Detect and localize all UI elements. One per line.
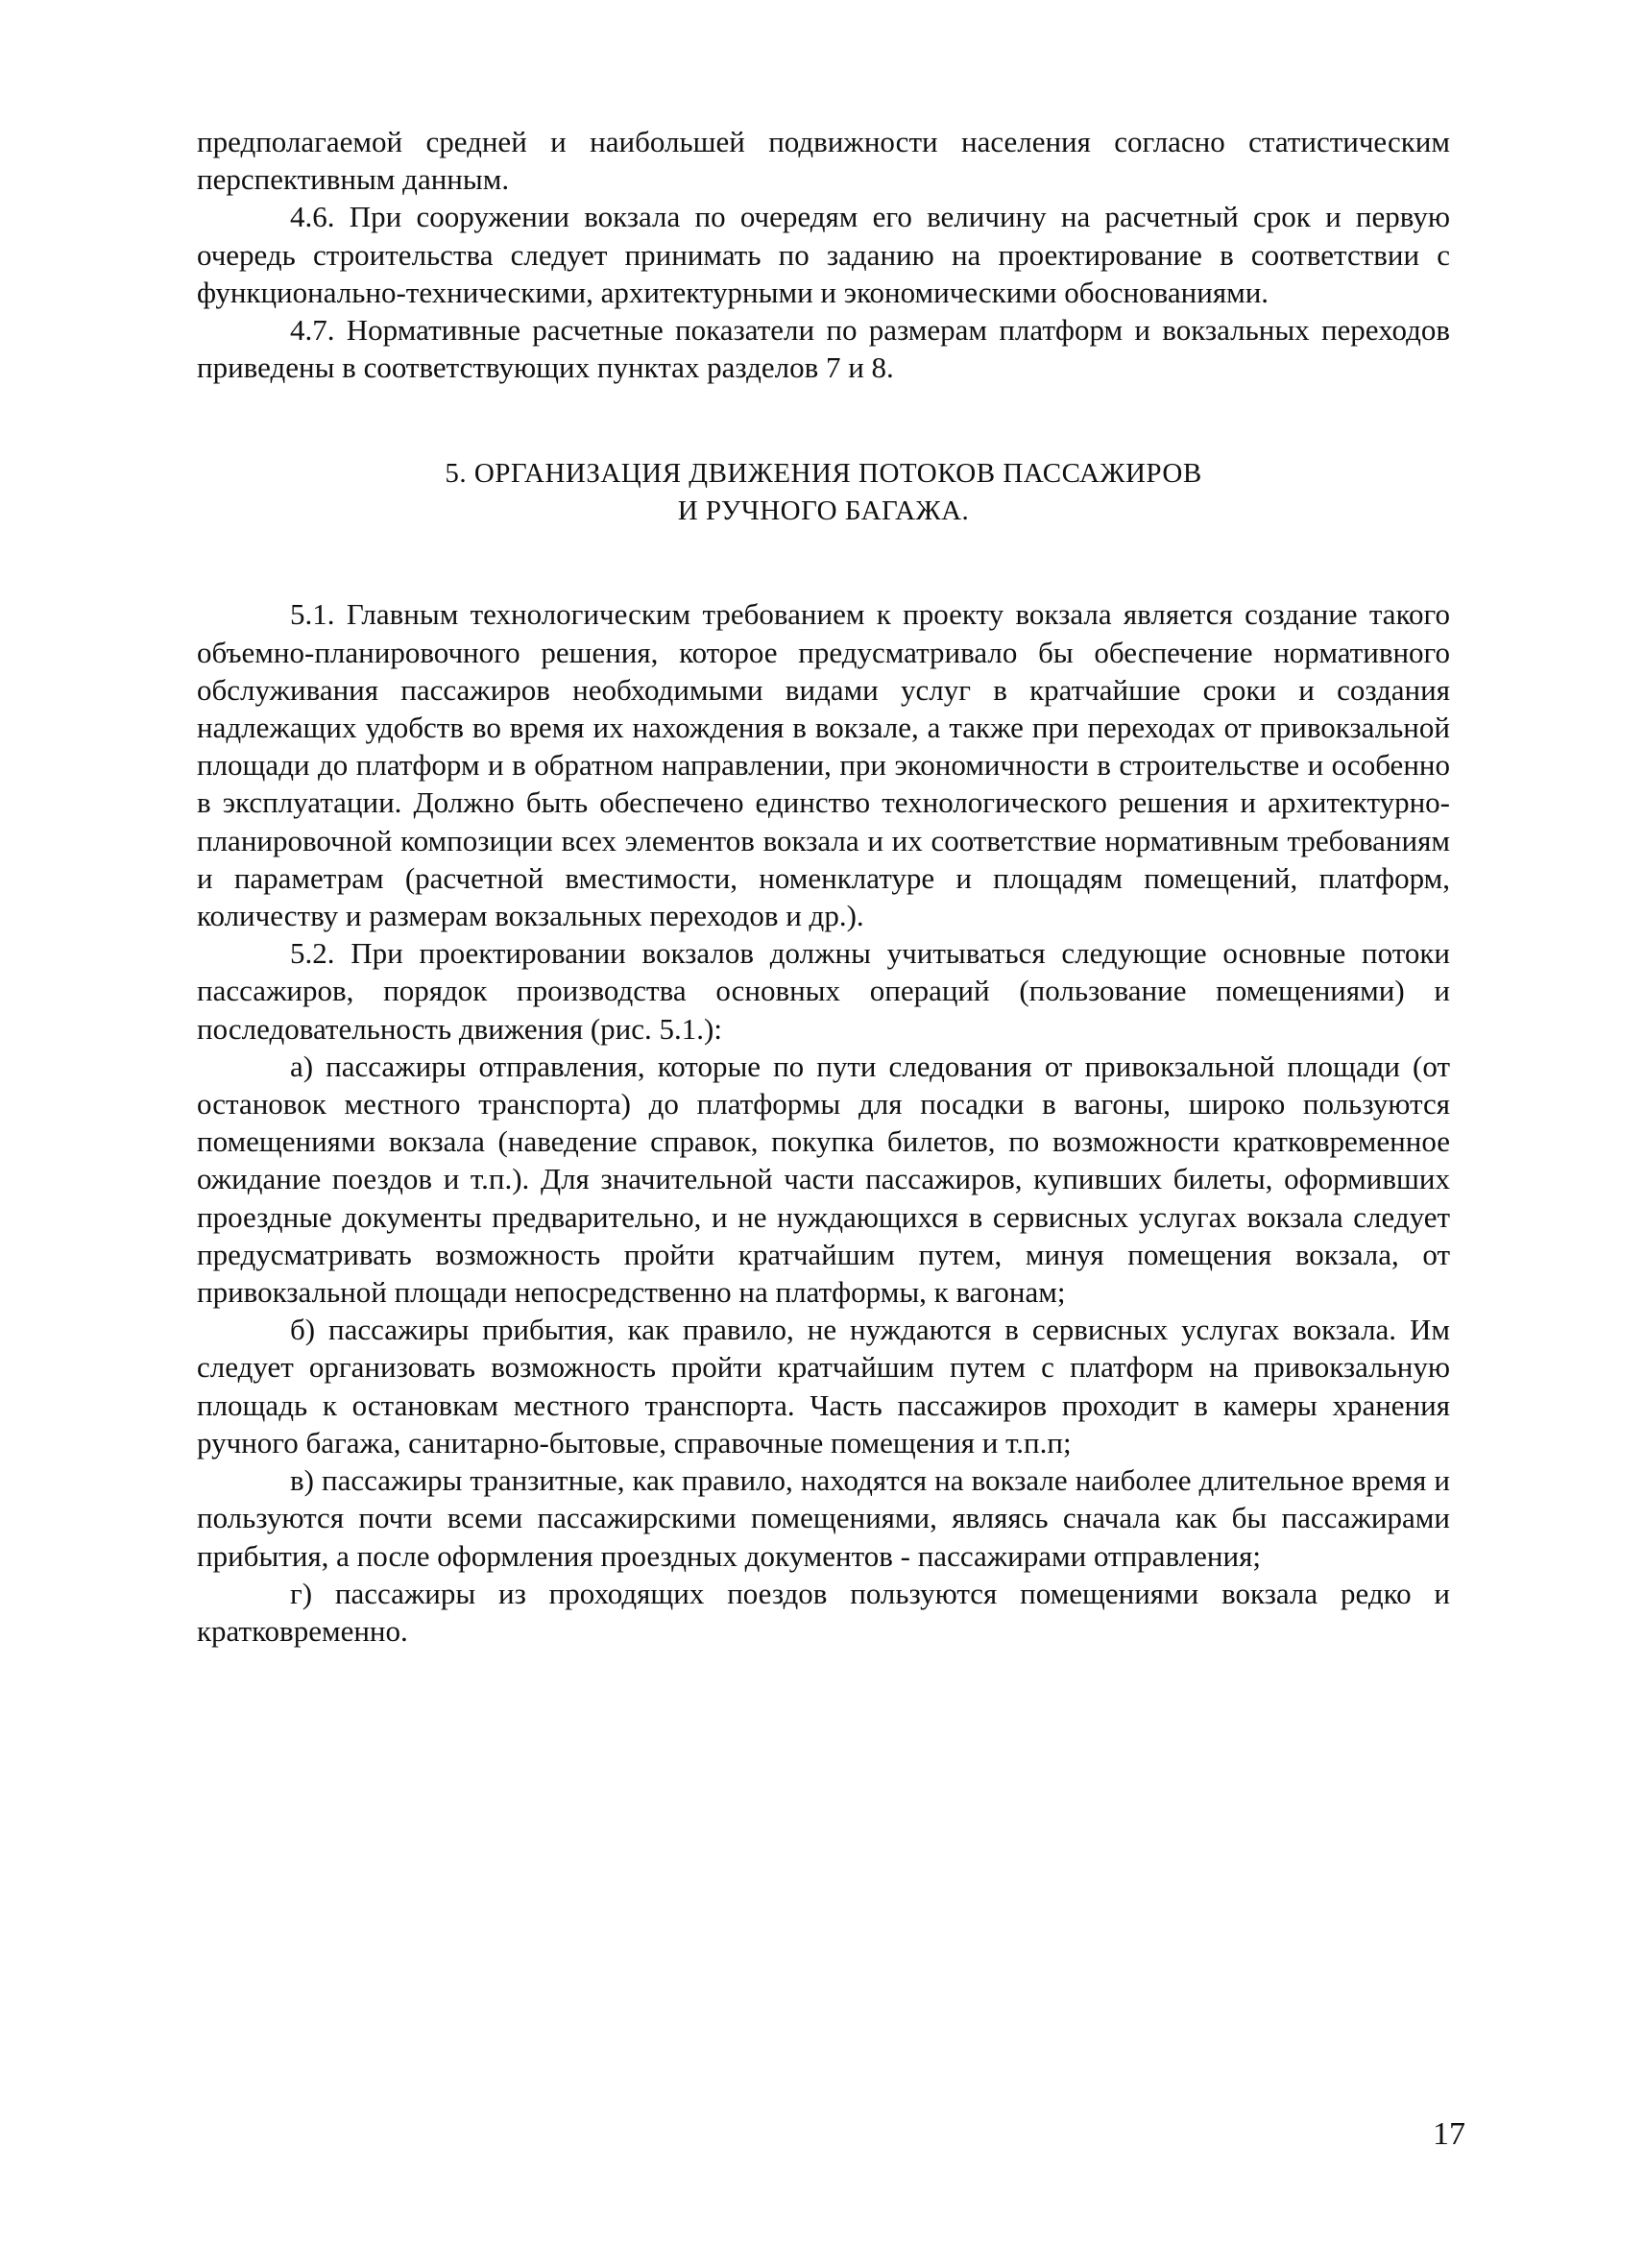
page-number: 17 (1433, 2116, 1465, 2152)
paragraph-5-2: 5.2. При проектировании вокзалов должны учитываться следующие основные потоки пассажиров, порядок производства основных операций (пользование помещениями) и последовательность движения (рис. 5.1.): (197, 936, 1450, 1046)
page-content (197, 123, 1450, 1650)
list-item-b: б) пассажиры прибытия, как правило, не нуждаются в сервисных услугах вокзала. Им следует организовать возможность пройти кратчайшим путем с платформ на привокзальную площадь к остановкам местного транспорта. Часть пассажиров проходит в камеры хранения ручного багажа, санитарно-бытовые, справочные помещения и т.п.п; (197, 1313, 1450, 1460)
list-item-a: а) пассажиры отправления, которые по пути следования от привокзальной площади (от остановок местного транспорта) до платформы для посадки в вагоны, широко пользуются помещениями вокзала (наведение справок, покупка билетов, по возможности кратковременное ожидание поездов и т.п.). Для значительной части пассажиров, купивших билеты, оформивших проездные документы предварительно, и не нуждающихся в сервисных услугах вокзала следует предусматривать возможность пройти кратчайшим путем, минуя помещения вокзала, от привокзальной площади непосредственно на платформы, к вагонам; (197, 1049, 1450, 1310)
section-5-heading (197, 455, 1450, 530)
list-item-v: в) пассажиры транзитные, как правило, находятся на вокзале наиболее длительное время и пользуются почти всеми пассажирскими помещениями, являясь сначала как бы пассажирами прибытия, а после оформления проездных документов - пассажирами отправления; (197, 1463, 1450, 1573)
paragraph-5-1: 5.1. Главным технологическим требованием к проекту вокзала является создание такого объемно-планировочного решения, которое предусматривало бы обеспечение нормативного обслуживания пассажиров необходимыми видами услуг в кратчайшие сроки и создания надлежащих удобств во время их нахождения в вокзале, а также при переходах от привокзальной площади до платформ и в обратном направлении, при экономичности в строительстве и особенно в эксплуатации. Должно быть обеспечено единство технологического решения и архитектурно-планировочной композиции всех элементов вокзала и их соответствие нормативным требованиям и параметрам (расчетной вместимости, номенклатуре и площадям помещений, платформ, количеству и размерам вокзальных переходов и др.). (197, 597, 1450, 933)
paragraph-4-5-continuation: предполагаемой средней и наибольшей подвижности населения согласно статистическим перспективным данным. (197, 125, 1450, 197)
paragraph-4-6: 4.6. При сооружении вокзала по очередям его величину на расчетный срок и первую очередь строительства следует принимать по заданию на проектирование в соответствии с функционально-техническими, архитектурными и экономическими обоснованиями. (197, 200, 1450, 309)
section-5-heading-line1: 5. ОРГАНИЗАЦИЯ ДВИЖЕНИЯ ПОТОКОВ ПАССАЖИРОВ (445, 458, 1202, 490)
section-5-heading-line2: И РУЧНОГО БАГАЖА. (677, 495, 970, 527)
paragraph-4-7: 4.7. Нормативные расчетные показатели по размерам платформ и вокзальных переходов приведены в соответствующих пунктах разделов 7 и 8. (197, 313, 1450, 385)
list-item-g: г) пассажиры из проходящих поездов пользуются помещениями вокзала редко и кратковременно. (197, 1576, 1450, 1648)
